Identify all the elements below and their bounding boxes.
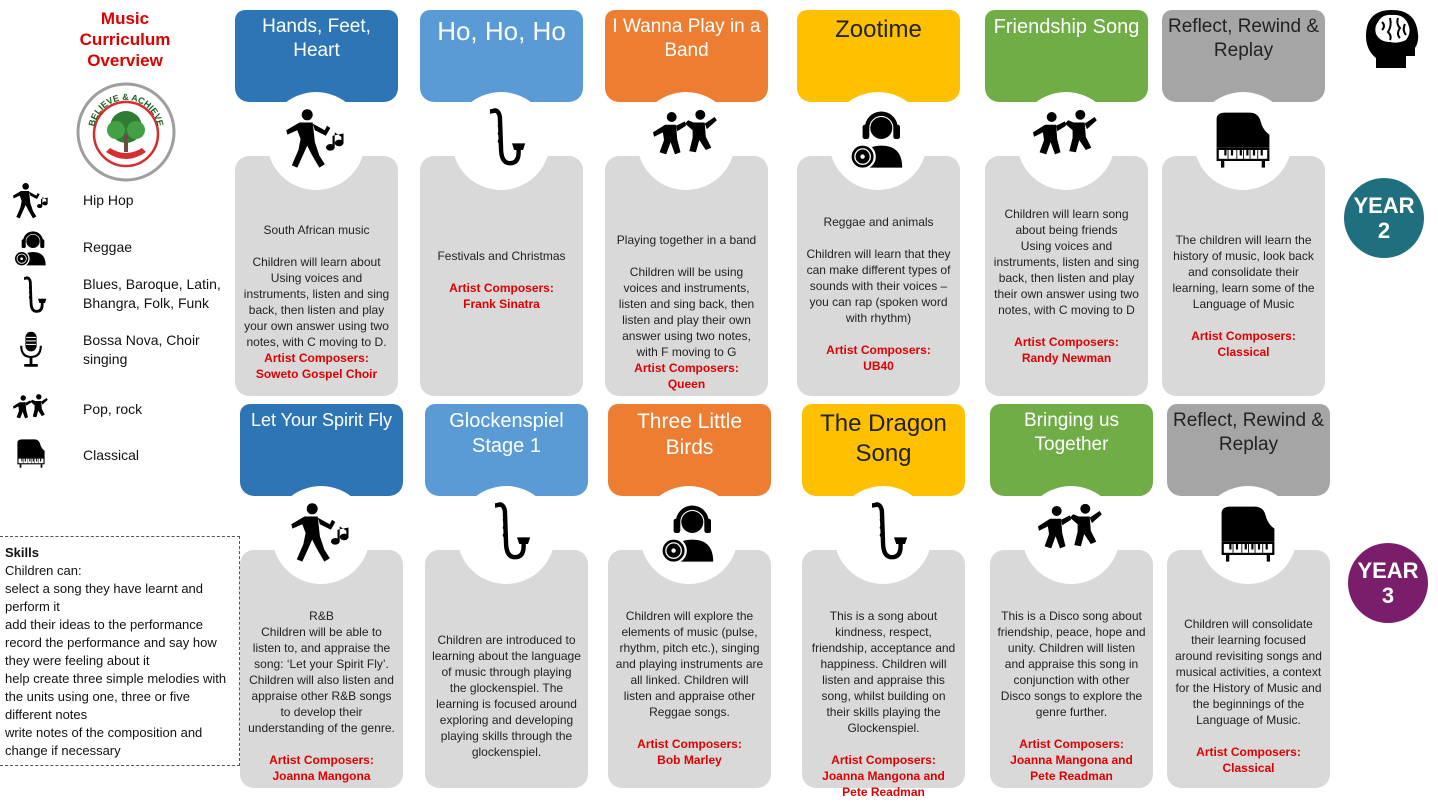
legend-item bbox=[10, 181, 230, 221]
school-logo bbox=[76, 82, 176, 182]
artist-name: Classical bbox=[1217, 345, 1270, 359]
unit-description: The children will learn the history of music, look back and consolidate their learning, learn some of the Language of Music bbox=[1172, 233, 1315, 311]
year-2-badge-word: YEAR bbox=[1353, 193, 1415, 218]
skills-title: Skills bbox=[5, 545, 39, 560]
artist-name: Joanna Mangona bbox=[272, 769, 371, 783]
unit-body bbox=[425, 550, 588, 788]
artist-composers-label: Artist Composers: bbox=[449, 281, 554, 295]
unit-title: Zootime bbox=[797, 10, 960, 102]
unit-body bbox=[608, 550, 771, 788]
artist-composers-label: Artist Composers: bbox=[831, 753, 936, 767]
artist-name: Frank Sinatra bbox=[463, 297, 540, 311]
saxophone-icon bbox=[843, 500, 923, 566]
unit-body bbox=[1162, 156, 1325, 396]
artist-name: Joanna Mangona and Pete Readman bbox=[822, 769, 945, 799]
artist-name: UB40 bbox=[863, 359, 894, 373]
artist-composers-label: Artist Composers: bbox=[264, 351, 369, 365]
unit-description: Children will consolidate their learning focused around revisiting songs and musical activities, a context for the History of Music and the beginnings of the Language of Music. bbox=[1175, 617, 1322, 727]
dancing-pair-icon bbox=[10, 390, 52, 430]
unit-title: Friendship Song bbox=[985, 10, 1148, 102]
unit-description: Children will learn song about being friends Using voices and instruments, listen and sing back, then listen and play their own answer using two notes, with C moving to D bbox=[993, 207, 1140, 317]
unit-description: Children will explore the elements of music (pulse, rhythm, pitch etc.), singing and playing instruments are all linked. Children will listen and appraise other Reggae songs. bbox=[615, 609, 764, 719]
year3-unit-card bbox=[425, 404, 588, 788]
unit-body bbox=[985, 156, 1148, 396]
unit-description: This is a song about kindness, respect, friendship, acceptance and happiness. Children will listen and appraise this song, whilst building on their skills playing the Glockenspiel. bbox=[811, 609, 956, 735]
artist-composers-label: Artist Composers: bbox=[269, 753, 374, 767]
unit-body bbox=[605, 156, 768, 396]
year3-unit-card bbox=[240, 404, 403, 788]
dancer-icon bbox=[10, 181, 52, 221]
saxophone-icon bbox=[10, 273, 52, 319]
brain-head-icon bbox=[1362, 8, 1422, 70]
legend-label: Bossa Nova, Choir singing bbox=[83, 332, 200, 367]
unit-body bbox=[240, 550, 403, 788]
headphones-icon bbox=[10, 228, 52, 268]
year2-unit-card bbox=[797, 10, 960, 396]
skills-box bbox=[0, 536, 240, 766]
year2-unit-card bbox=[605, 10, 768, 396]
artist-composers-label: Artist Composers: bbox=[634, 361, 739, 375]
page-title: Music Curriculum Overview bbox=[79, 9, 171, 70]
artist-name: Bob Marley bbox=[657, 753, 722, 767]
artist-name: Classical bbox=[1222, 761, 1275, 775]
year3-unit-card bbox=[1167, 404, 1330, 788]
saxophone-icon bbox=[466, 500, 546, 566]
year3-unit-card bbox=[990, 404, 1153, 788]
year2-unit-card bbox=[985, 10, 1148, 396]
artist-name: Queen bbox=[667, 377, 706, 391]
year-3-badge-word: YEAR bbox=[1357, 558, 1419, 583]
legend-item bbox=[10, 273, 230, 313]
unit-title: Three Little Birds bbox=[608, 404, 771, 496]
legend-label: Blues, Baroque, Latin, Bhangra, Folk, Funk bbox=[83, 276, 221, 311]
unit-title: Ho, Ho, Ho bbox=[420, 10, 583, 102]
unit-description: Children are introduced to learning about the language of music through playing the glockenspiel. The learning is focused around exploring and developing playing skills through the glockenspiel. bbox=[432, 633, 581, 759]
dancer-icon bbox=[276, 106, 356, 172]
legend-item bbox=[10, 327, 230, 367]
artist-composers-label: Artist Composers: bbox=[637, 737, 742, 751]
dancing-pair-icon bbox=[1026, 106, 1106, 172]
unit-title: Bringing us Together bbox=[990, 404, 1153, 496]
unit-description: Playing together in a band Children will be using voices and instruments, listen and sing back, then listen and play their own answer using two notes, with F moving to G bbox=[616, 233, 757, 359]
skills-line: help create three simple melodies with the units using one, three or five different notes bbox=[5, 671, 227, 722]
year-3-badge-number: 3 bbox=[1381, 583, 1395, 608]
saxophone-icon bbox=[461, 106, 541, 172]
year3-unit-card bbox=[608, 404, 771, 788]
legend-label: Pop, rock bbox=[83, 401, 143, 417]
piano-icon bbox=[10, 436, 52, 470]
piano-icon bbox=[1203, 106, 1283, 172]
unit-description: South African music Children will learn about Using voices and instruments, listen and sing back, then listen and play your own answer using two notes, with C moving to D. bbox=[243, 223, 390, 349]
headphones-icon bbox=[838, 106, 918, 172]
legend-item bbox=[10, 436, 230, 476]
dancer-icon bbox=[281, 500, 361, 566]
skills-line: select a song they have learnt and perform it bbox=[5, 581, 204, 614]
skills-line: record the performance and say how they were feeling about it bbox=[5, 635, 217, 668]
microphone-icon bbox=[10, 327, 52, 373]
year3-unit-card bbox=[802, 404, 965, 799]
unit-description: Reggae and animals Children will learn that they can make different types of sounds with their voices – you can rap (spoken word with rhythm) bbox=[806, 215, 951, 325]
artist-name: Joanna Mangona and Pete Readman bbox=[1010, 753, 1133, 783]
legend-item bbox=[10, 390, 230, 430]
unit-body bbox=[797, 156, 960, 396]
artist-composers-label: Artist Composers: bbox=[826, 343, 931, 357]
artist-composers-label: Artist Composers: bbox=[1196, 745, 1301, 759]
unit-body bbox=[802, 550, 965, 799]
unit-title: Let Your Spirit Fly bbox=[240, 404, 403, 496]
headphones-icon bbox=[649, 500, 729, 566]
artist-composers-label: Artist Composers: bbox=[1014, 335, 1119, 349]
unit-body bbox=[990, 550, 1153, 788]
year2-unit-card bbox=[420, 10, 583, 396]
year2-unit-card bbox=[235, 10, 398, 396]
unit-body bbox=[420, 156, 583, 396]
unit-description: Festivals and Christmas bbox=[437, 249, 566, 263]
unit-title: The Dragon Song bbox=[802, 404, 965, 496]
skills-line: write notes of the composition and change if necessary bbox=[5, 725, 203, 758]
artist-name: Randy Newman bbox=[1021, 351, 1112, 365]
svg-text:BELIEVE & ACHIEVE: BELIEVE & ACHIEVE bbox=[86, 91, 166, 128]
skills-line: Children can: bbox=[5, 563, 82, 578]
piano-icon bbox=[1208, 500, 1288, 566]
unit-title: Hands, Feet, Heart bbox=[235, 10, 398, 102]
unit-title: Glockenspiel Stage 1 bbox=[425, 404, 588, 496]
year2-unit-card bbox=[1162, 10, 1325, 396]
unit-description: R&B Children will be able to listen to, and appraise the song: ‘Let your Spirit Fly’. Children will also listen and appraise other R&B songs to develop their understanding of the genre. bbox=[248, 609, 395, 735]
year-2-badge bbox=[1344, 178, 1424, 258]
legend-label: Reggae bbox=[83, 239, 133, 255]
unit-title: I Wanna Play in a Band bbox=[605, 10, 768, 102]
unit-body bbox=[235, 156, 398, 396]
legend-label: Classical bbox=[83, 447, 140, 463]
legend-item bbox=[10, 228, 230, 268]
artist-composers-label: Artist Composers: bbox=[1019, 737, 1124, 751]
unit-title: Reflect, Rewind & Replay bbox=[1162, 10, 1325, 102]
unit-description: This is a Disco song about friendship, peace, hope and unity. Children will listen and appraise this song in conjunction with other Disco songs to explore the genre further. bbox=[997, 609, 1146, 719]
artist-name: Soweto Gospel Choir bbox=[255, 367, 378, 381]
year-2-badge-number: 2 bbox=[1377, 218, 1391, 243]
skills-line: add their ideas to the performance bbox=[5, 617, 204, 632]
year-3-badge bbox=[1348, 543, 1428, 623]
unit-body bbox=[1167, 550, 1330, 788]
artist-composers-label: Artist Composers: bbox=[1191, 329, 1296, 343]
unit-title: Reflect, Rewind & Replay bbox=[1167, 404, 1330, 496]
dancing-pair-icon bbox=[1031, 500, 1111, 566]
legend-label: Hip Hop bbox=[83, 192, 134, 208]
dancing-pair-icon bbox=[646, 106, 726, 172]
